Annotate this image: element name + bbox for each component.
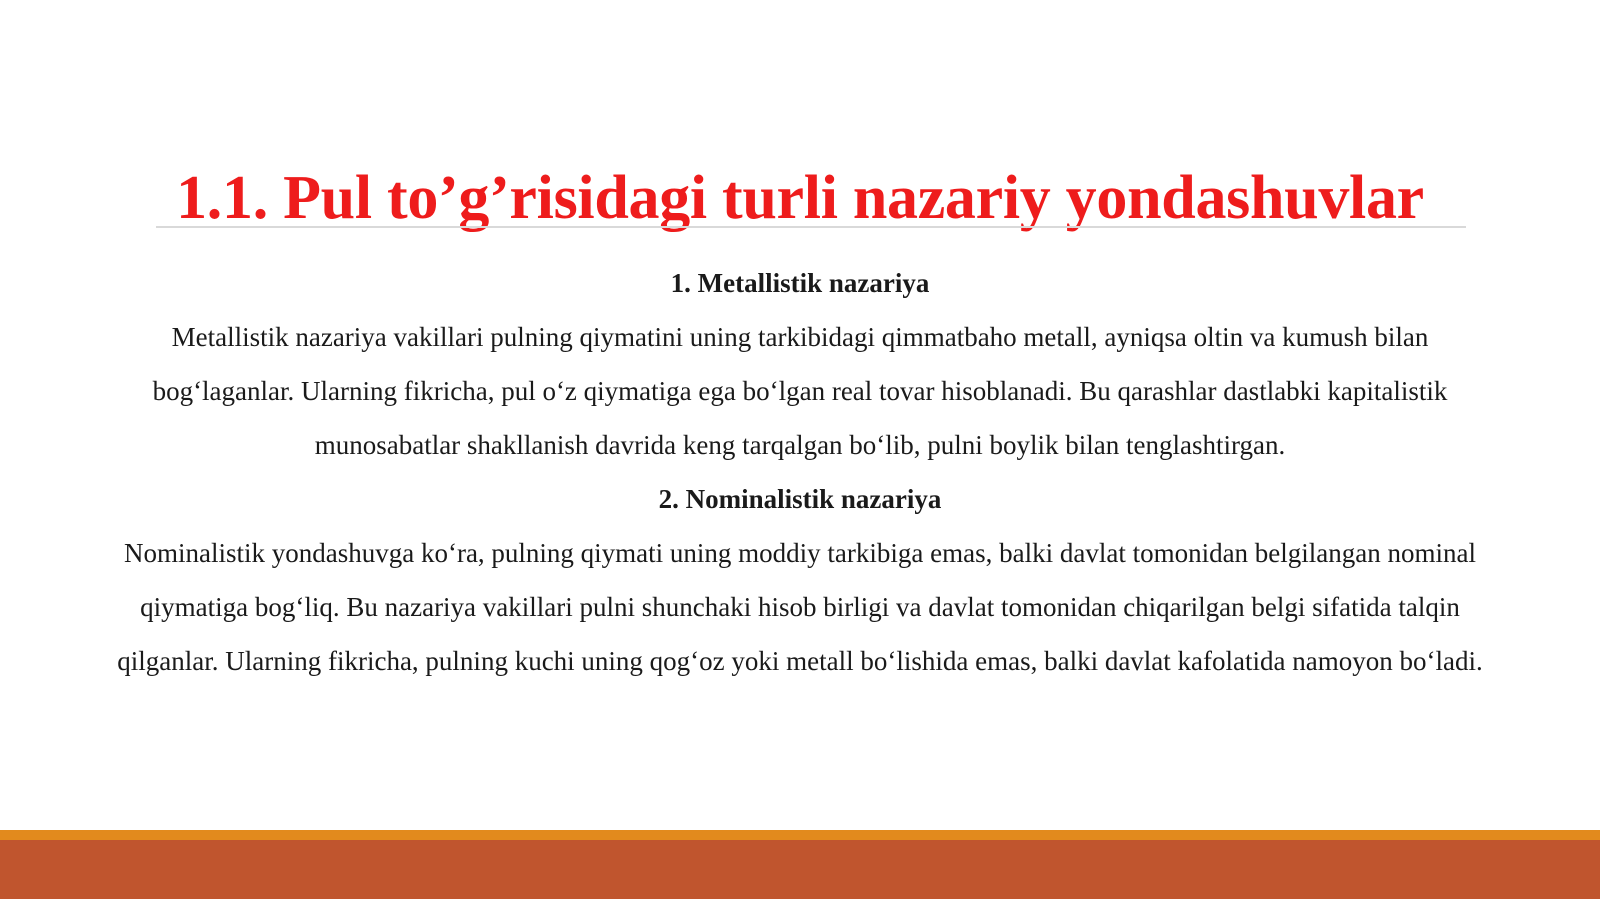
footer-bar <box>0 840 1600 899</box>
section-heading-metallistik: 1. Metallistik nazariya <box>670 268 930 298</box>
section-heading-nominalistik: 2. Nominalistik nazariya <box>658 484 942 514</box>
section-body-metallistik: Metallistik nazariya vakillari pulning qiymatini uning tarkibidagi qimmatbaho metall, ayniqsa oltin va kumush bilan bog‘laganlar. Ularning fikricha, pul o‘z qiymatiga ega bo‘lgan real tovar hisoblanadi. Bu qarashlar dastlabki kapitalistik munosabatlar shakllanish davrida keng tarqalgan bo‘lib, pulni boylik bilan tenglashtirgan. <box>152 322 1448 460</box>
section-body-nominalistik: Nominalistik yondashuvga ko‘ra, pulning qiymati uning moddiy tarkibiga emas, balki davlat tomonidan belgilangan nominal qiymatiga bog‘liq. Bu nazariya vakillari pulni shunchaki hisob birligi va davlat tomonidan chiqarilgan belgi sifatida talqin qilganlar. Ularning fikricha, pulning kuchi uning qog‘oz yoki metall bo‘lishida emas, balki davlat kafolatida namoyon bo‘ladi. <box>117 538 1483 676</box>
title-underline <box>156 226 1466 228</box>
slide-content <box>110 256 1490 688</box>
footer-accent-line <box>0 830 1600 840</box>
slide-title: 1.1. Pul to’g’risidagi turli nazariy yondashuvlar <box>176 164 1424 232</box>
